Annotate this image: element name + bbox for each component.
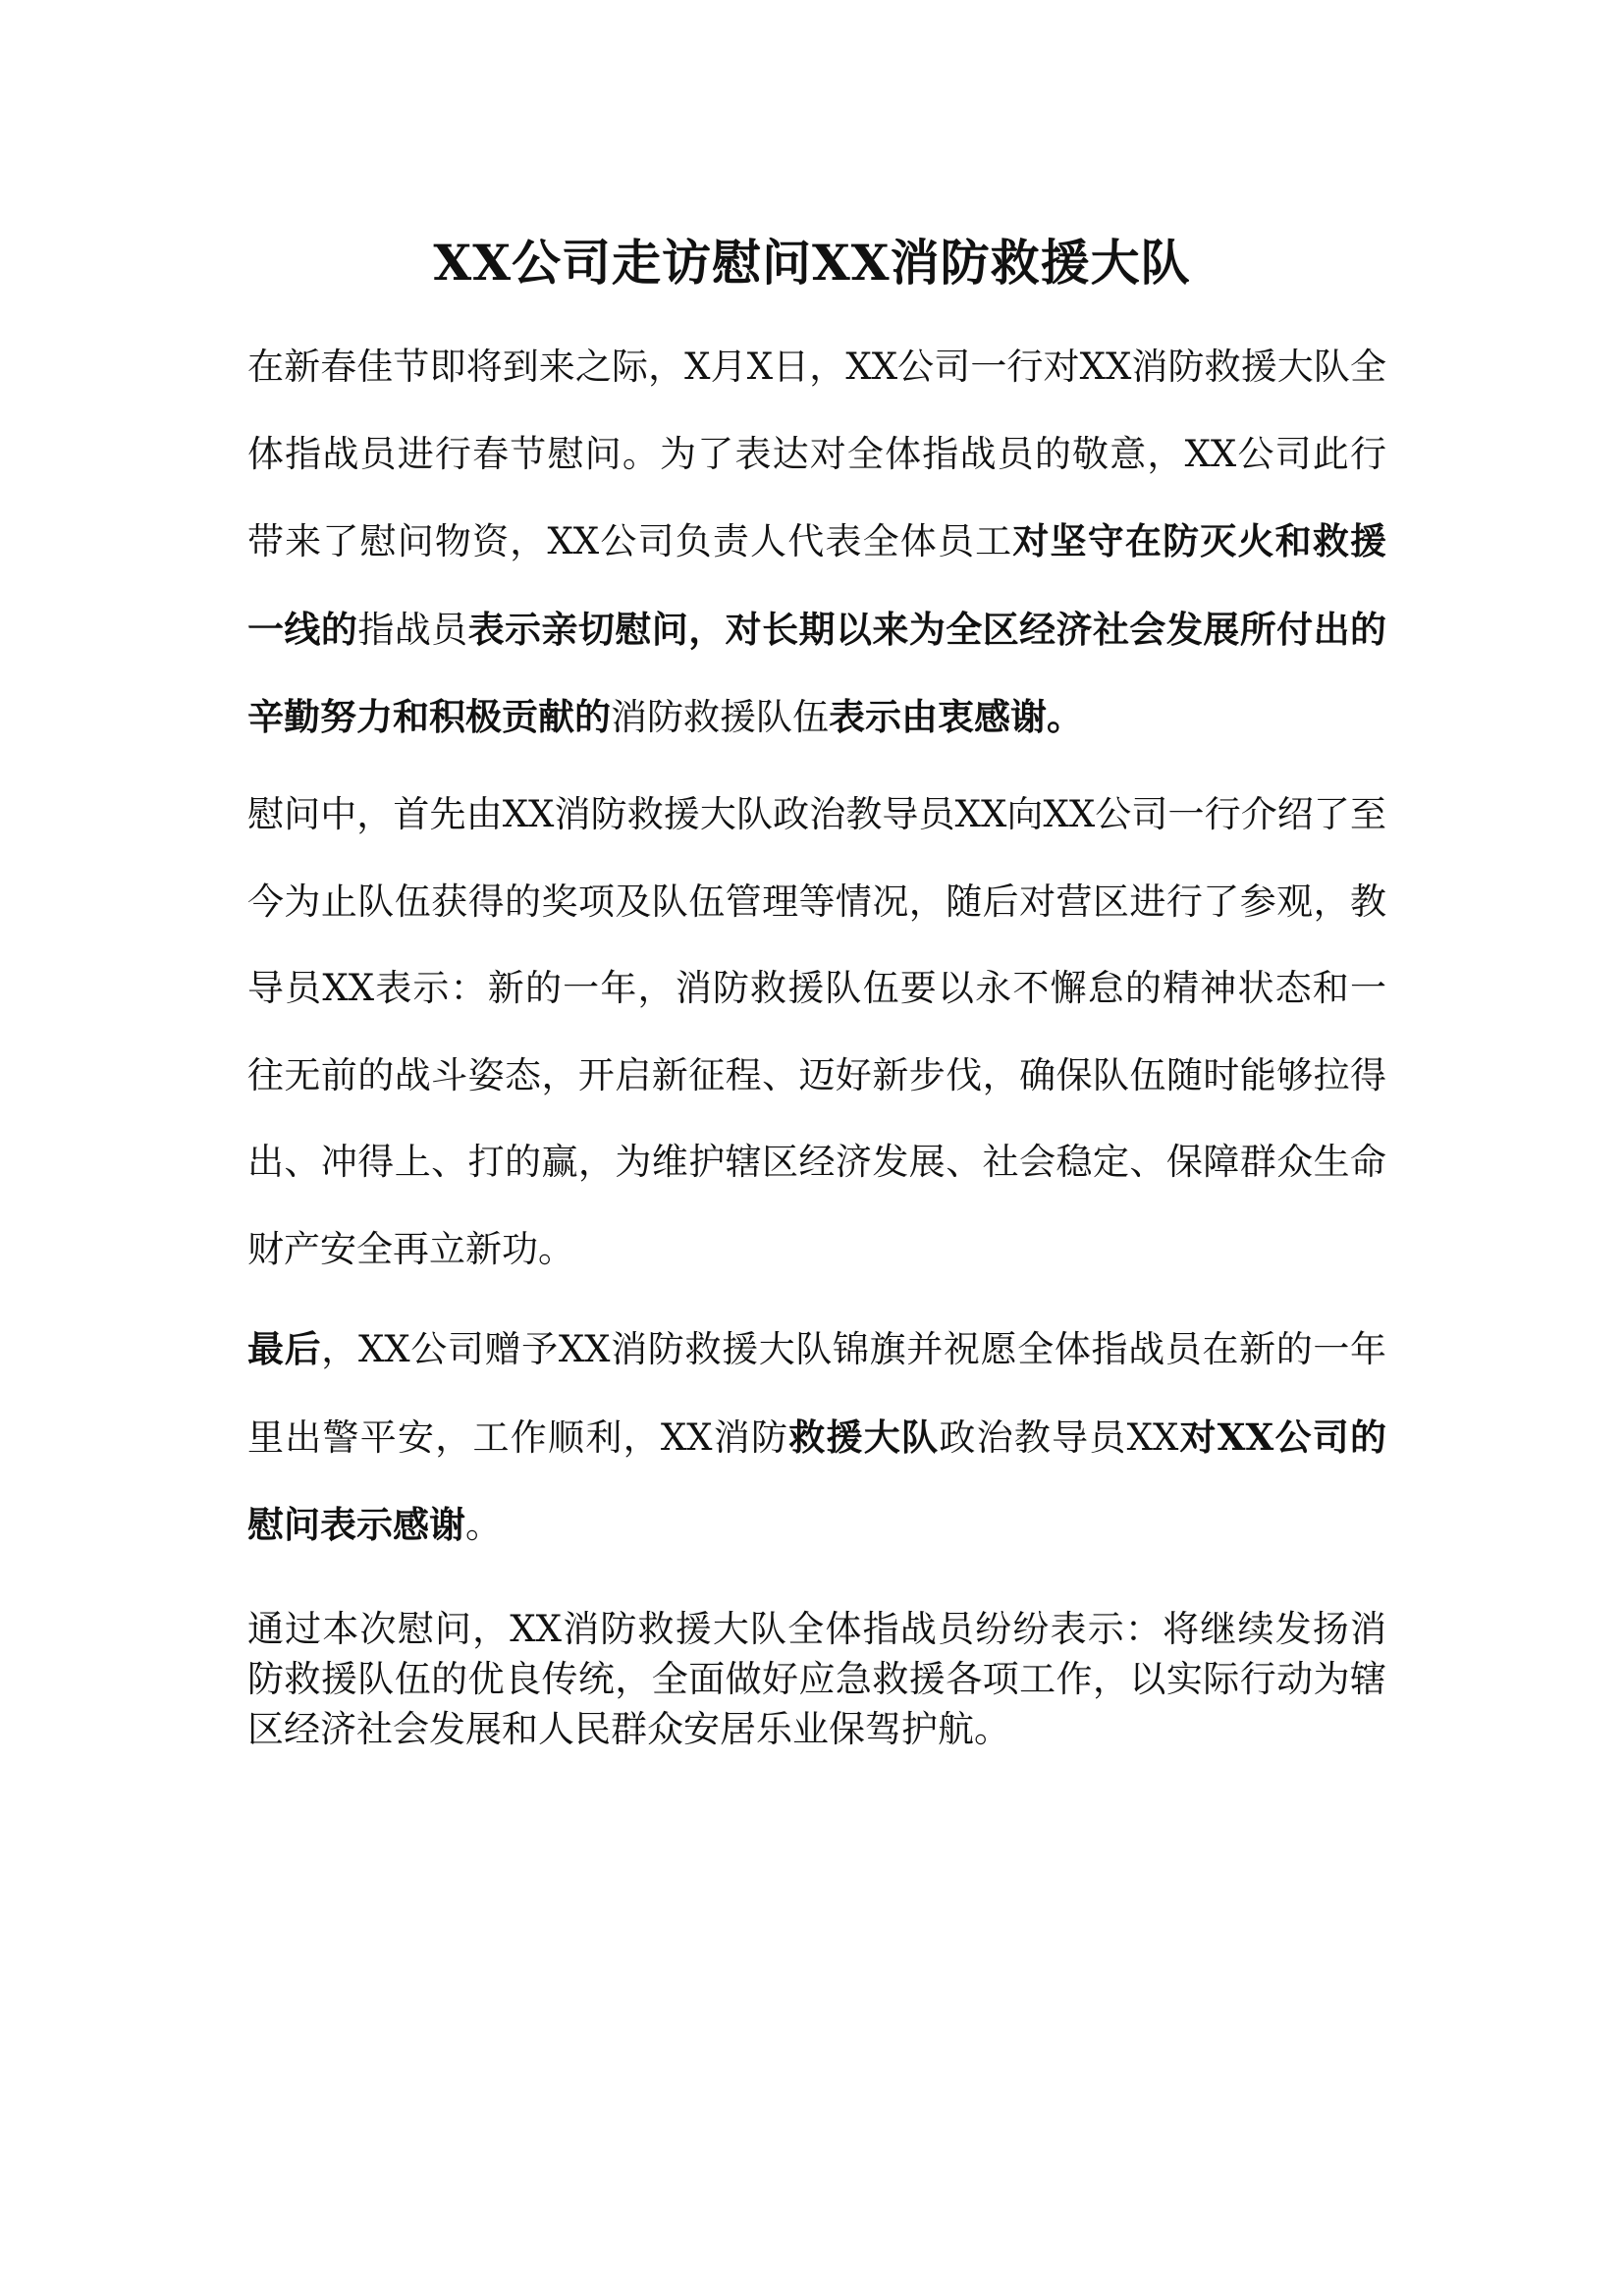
paragraph-3-text: ，XX公司赠予XX消防救援大队锦旗并祝愿全体指战员在新的一年里出警平安，工作顺利，XX消防: [247, 1328, 1386, 1459]
paragraph-1-bold-text: 表示亲切慰问，对长期以来为全区经济社会发展所付出的辛勤努力和积极贡献的: [247, 607, 1387, 738]
paragraph-1-bold-text: 对坚守在防灭火和救援一线的: [247, 519, 1387, 651]
paragraph-1-text: 消防救援队伍: [611, 696, 829, 738]
paragraph-3-bold-text: 最后: [247, 1327, 322, 1370]
paragraph-1-text: 在新春佳节即将到来之际，X月X日，XX公司一行对XX消防救援大队全体指战员进行春节慰问。为了表达对全体指战员的敬意，XX公司此行带来了慰问物资，XX公司负责人代表全体员工: [247, 346, 1386, 562]
paragraph-3-text: 政治教导员XX: [939, 1415, 1179, 1459]
paragraph-4: [247, 1604, 1386, 1754]
paragraph-1-bold-text: 表示由衷感谢。: [829, 695, 1083, 738]
paragraph-3-bold-text: 救援大队: [788, 1415, 940, 1459]
paragraph-3: [247, 1306, 1386, 1570]
paragraph-3-text: 。: [465, 1504, 502, 1546]
paragraph-3-bold-text: 对XX公司的慰问表示感谢: [247, 1415, 1386, 1546]
paragraph-4-text: 通过本次慰问，XX消防救援大队全体指战员纷纷表示：将继续发扬消防救援队伍的优良传统，全面做好应急救援各项工作，以实际行动为辖区经济社会发展和人民群众安居乐业保驾护航。: [247, 1608, 1386, 1750]
paragraph-2-text: 慰问中，首先由XX消防救援大队政治教导员XX向XX公司一行介绍了至今为止队伍获得的奖项及队伍管理等情况，随后对营区进行了参观，教导员XX表示：新的一年，消防救援队伍要以永不懈怠的精神状态和一往无前的战斗姿态，开启新征程、迈好新步伐，确保队伍随时能够拉得出、冲得上、打的赢，为维护辖区经济发展、社会稳定、保障群众生命财产安全再立新功。: [247, 793, 1386, 1270]
paragraph-2: [247, 772, 1386, 1293]
paragraph-1: [247, 324, 1386, 762]
document-title: XX公司走访慰问XX消防救援大队: [433, 234, 1191, 292]
paragraph-1-text: 指战员: [357, 608, 468, 651]
